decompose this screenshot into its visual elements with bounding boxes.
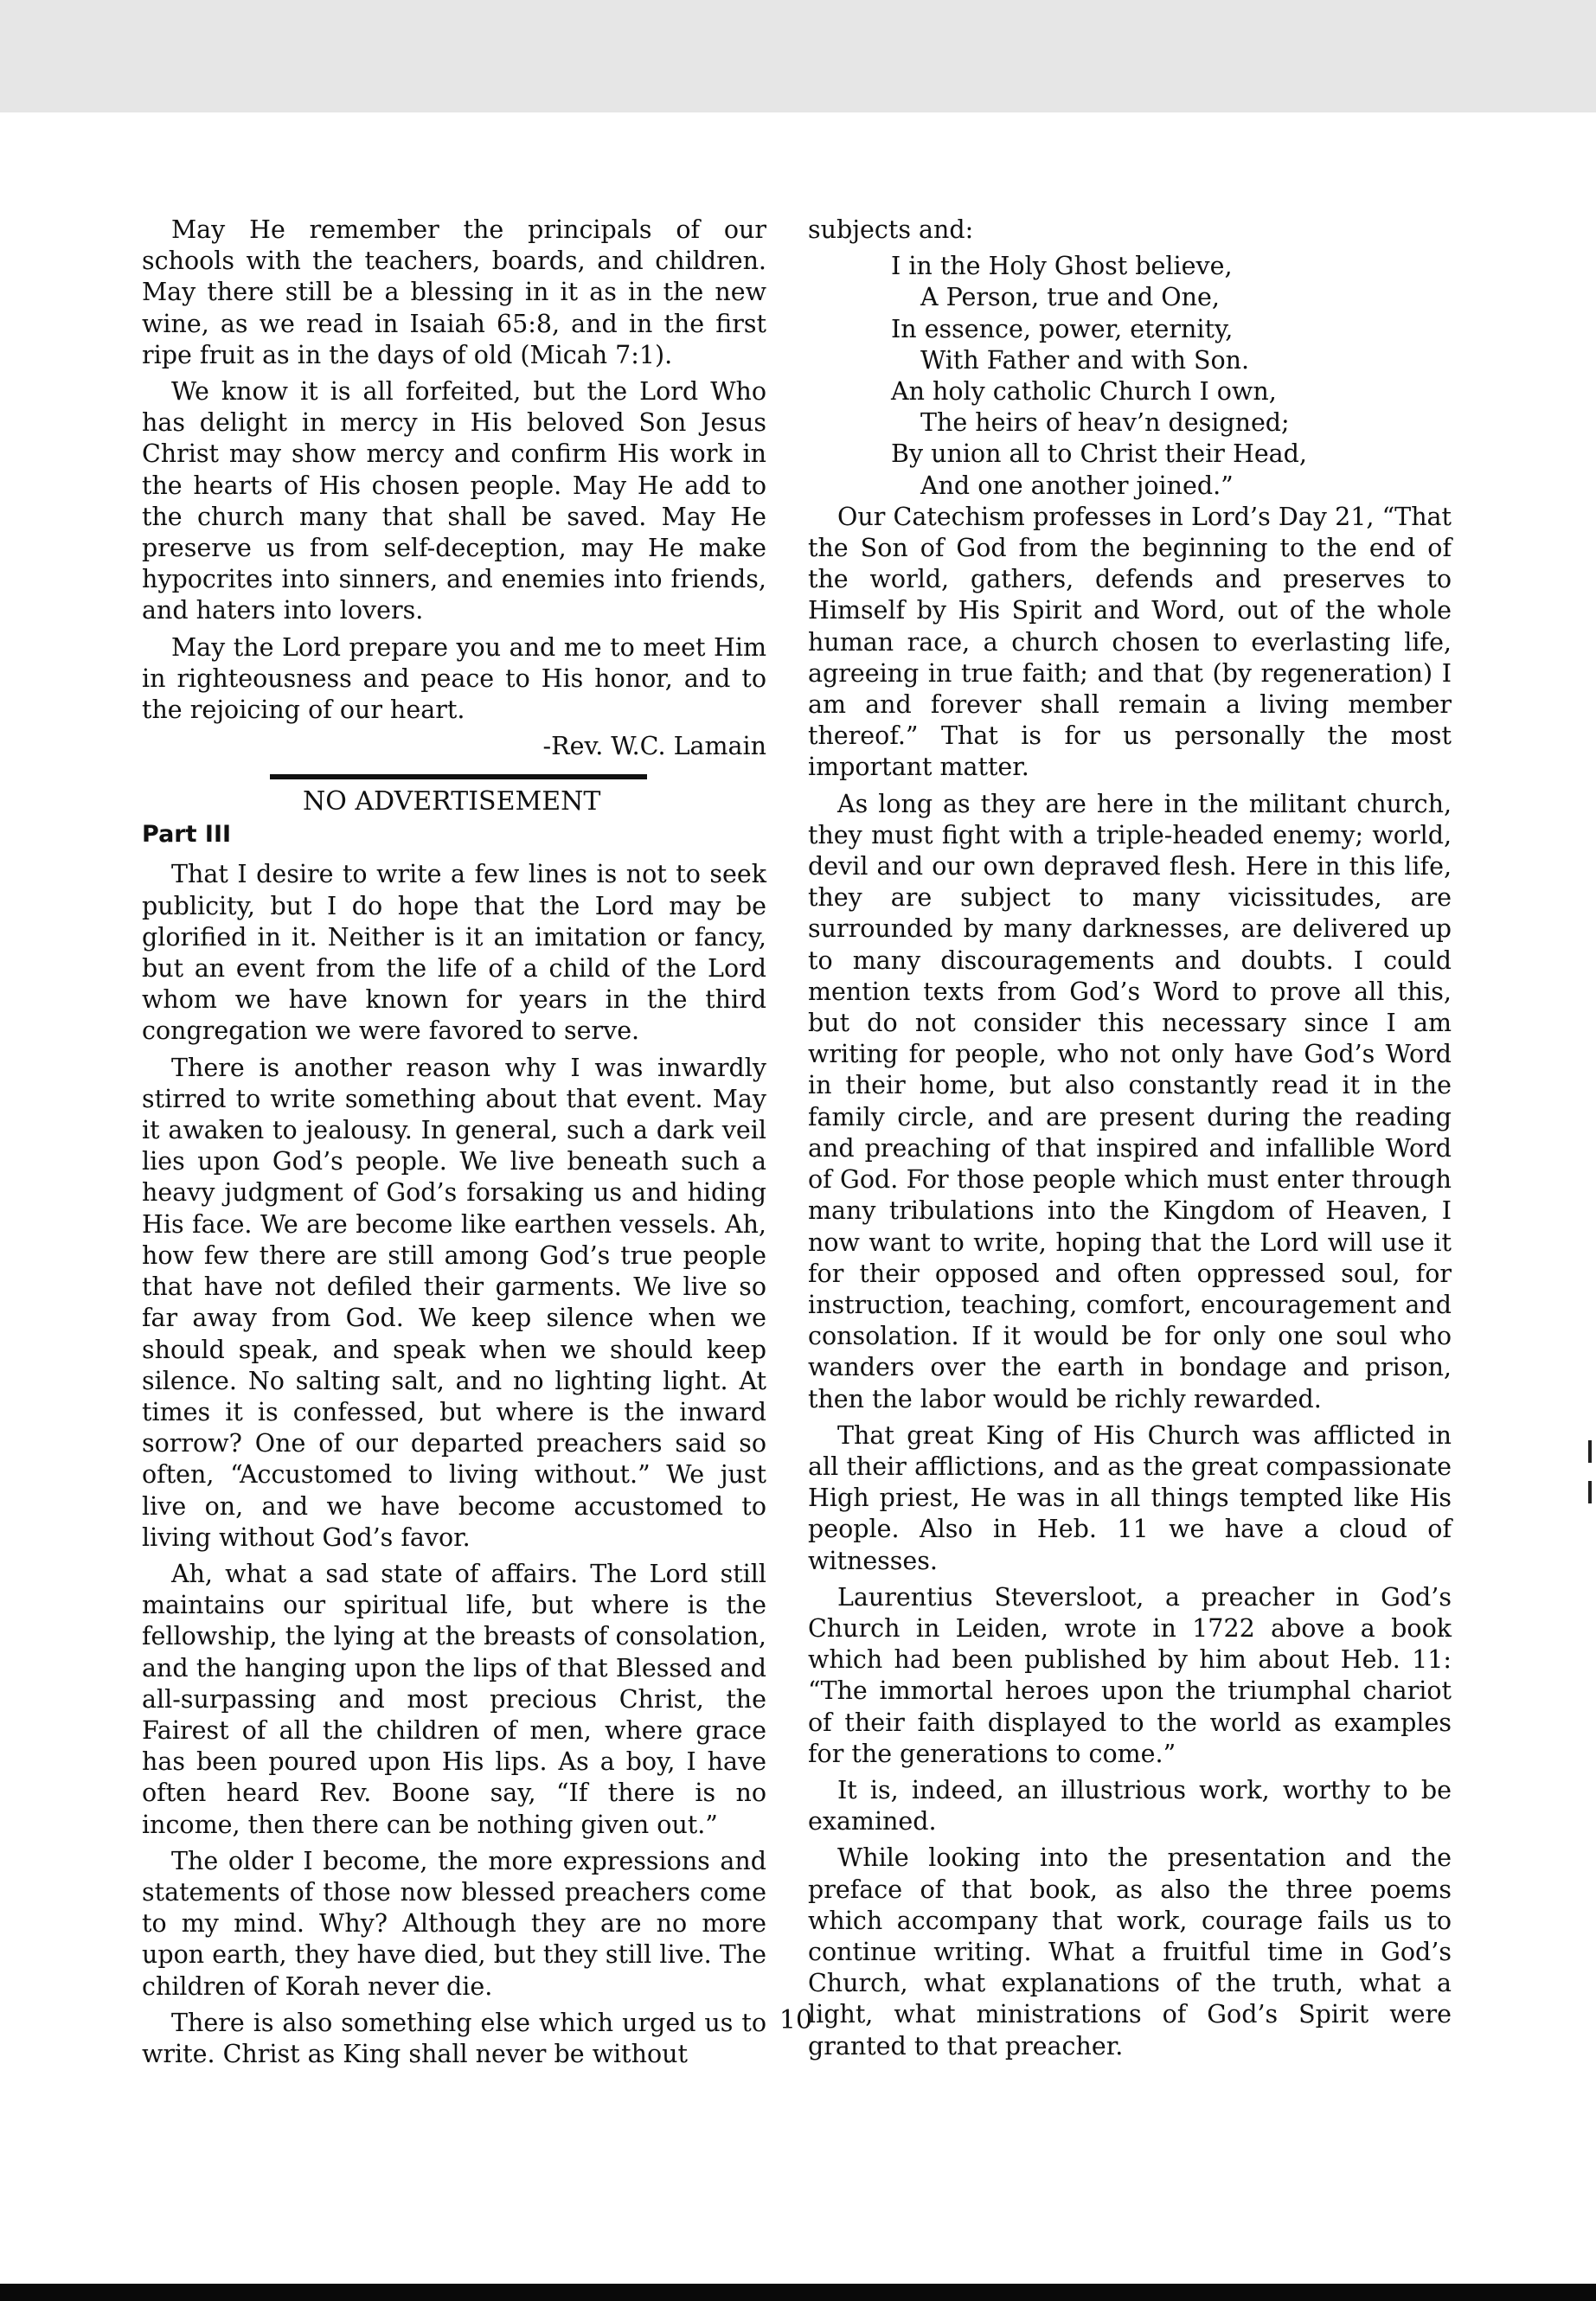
poem-lead-in: subjects and: — [808, 215, 974, 244]
section-divider — [270, 774, 647, 779]
poem-line: The heirs of heav’n designed; — [920, 408, 1290, 438]
paragraph: Ah, what a sad state of affairs. The Lord still maintains our spiritual life, but where is the fellowship, the lying at the breasts of consolation, and the hanging upon the lips of that Blessed and all-surpassing and most precious Christ, the Fairest of all the children of men, where grace has been poured upon His lips. As a boy, I have often heard Rev. Boone say, “If there is no income, then there can be nothing given out.” — [142, 1559, 766, 1839]
poem-line: By union all to Christ their Head, — [891, 439, 1307, 469]
paragraph: May He remember the principals of our schools with the teachers, boards, and children. May there still be a blessing in it as in the new wine, as we read in Isaiah 65:8, and in the first ripe fruit as in the days of old (Micah 7:1). — [142, 215, 766, 369]
left-column — [142, 215, 766, 2075]
paragraph: We know it is all forfeited, but the Lord Who has delight in mercy in His beloved Son Jesus Christ may show mercy and confirm His work in the hearts of His chosen people. May He add to the church many that shall be saved. May He preserve us from self-deception, may He make hypocrites into sinners, and enemies into friends, and haters into lovers. — [142, 377, 766, 625]
paragraph: The older I become, the more expressions and statements of those now blessed preachers come to my mind. Why? Although they are no more upon earth, they have died, but they still live. The children of Korah never die. — [142, 1846, 766, 2001]
poem-line: I in the Holy Ghost believe, — [891, 252, 1233, 281]
poem — [808, 251, 1452, 502]
poem-line: And one another joined.” — [920, 471, 1234, 500]
page-number: 10 — [779, 2005, 813, 2035]
scan-bottom-edge — [0, 2284, 1596, 2301]
paragraph: That great King of His Church was afflicted in all their afflictions, and as the great compassionate High priest, He was in all things tempted like His people. Also in Heb. 11 we have a cloud of witnesses. — [808, 1420, 1452, 1575]
paragraph: Our Catechism professes in Lord’s Day 21, “That the Son of God from the beginning to the end of the world, gathers, defends and preserves to Himself by His Spirit and Word, out of the whole human race, a church chosen to everlasting life, agreeing in true faith; and that (by regeneration) I am and forever shall remain a living member thereof.” That is for us personally the most important matter. — [808, 502, 1452, 782]
paragraph: Laurentius Steversloot, a preacher in God’s Church in Leiden, wrote in 1722 above a book which had been published by him about Heb. 11: “The immortal heroes upon the triumphal chariot of their faith displayed to the world as examples for the generations to come.” — [808, 1582, 1452, 1768]
paragraph: It is, indeed, an illustrious work, worthy to be examined. — [808, 1775, 1452, 1836]
paragraph: That I desire to write a few lines is not to seek publicity, but I do hope that the Lord may be glorified in it. Neither is it an imitation or fancy, but an event from the life of a child of the Lord whom we have known for years in the third congregation we were favored to serve. — [142, 860, 766, 1046]
article-title: NO ADVERTISEMENT — [303, 786, 601, 817]
right-column — [808, 215, 1452, 2067]
paragraph: There is also something else which urged us to write. Christ as King shall never be without — [142, 2008, 766, 2068]
paragraph: May the Lord prepare you and me to meet Him in righteousness and peace to His honor, and to the rejoicing of our heart. — [142, 632, 766, 725]
article-heading — [142, 786, 766, 857]
scan-top-margin — [0, 0, 1596, 112]
scan-edge-mark — [1588, 1440, 1592, 1463]
poem-line: A Person, true and One, — [920, 283, 1220, 312]
poem-line: An holy catholic Church I own, — [891, 377, 1277, 407]
paragraph: While looking into the presentation and the preface of that book, as also the three poems which accompany that work, courage fails us to continue writing. What a fruitful time in God’s Church, what explanations of the truth, what a light, what ministrations of God’s Spirit were granted to that preacher. — [808, 1843, 1452, 2061]
poem-line: With Father and with Son. — [920, 345, 1250, 375]
paragraph: There is another reason why I was inwardly stirred to write something about that event. May it awaken to jealousy. In general, such a dark veil lies upon God’s people. We live beneath such a heavy judgment of God’s forsaking us and hiding His face. We are become like earthen vessels. Ah, how few there are still among God’s true people that have not defiled their garments. We live so far away from God. We keep silence when we should speak, and speak when we should keep silence. No salting salt, and no lighting light. At times it is confessed, but where is the inward sorrow? One of our departed preachers said so often, “Accustomed to living without.” We just live on, and we have become accustomed to living without God’s favor. — [142, 1053, 766, 1552]
scan-edge-mark — [1588, 1481, 1592, 1503]
article-part-label: Part III — [142, 821, 232, 849]
paragraph: As long as they are here in the militant church, they must fight with a triple-headed enemy; world, devil and our own depraved flesh. Here in this life, they are subject to many vicissitudes, are surrounded by many darknesses, are delivered up to many discouragements and doubts. I could mention texts from God’s Word to prove all this, but do not consider this necessary since I am writing for people, who not only have God’s Word in their home, but also constantly read it in the family circle, and are present during the reading and preaching of that inspired and infallible Word of God. For those people which must enter through many tribulations into the Kingdom of Heaven, I now want to write, hoping that the Lord will use it for their opposed and often oppressed soul, for instruction, teaching, comfort, encouragement and consolation. If it would be for only one soul who wanders over the earth in bondage and prison, then the labor would be richly rewarded. — [808, 789, 1452, 1413]
poem-line: In essence, power, eternity, — [891, 314, 1234, 343]
author-signature: -Rev. W.C. Lamain — [542, 732, 766, 761]
